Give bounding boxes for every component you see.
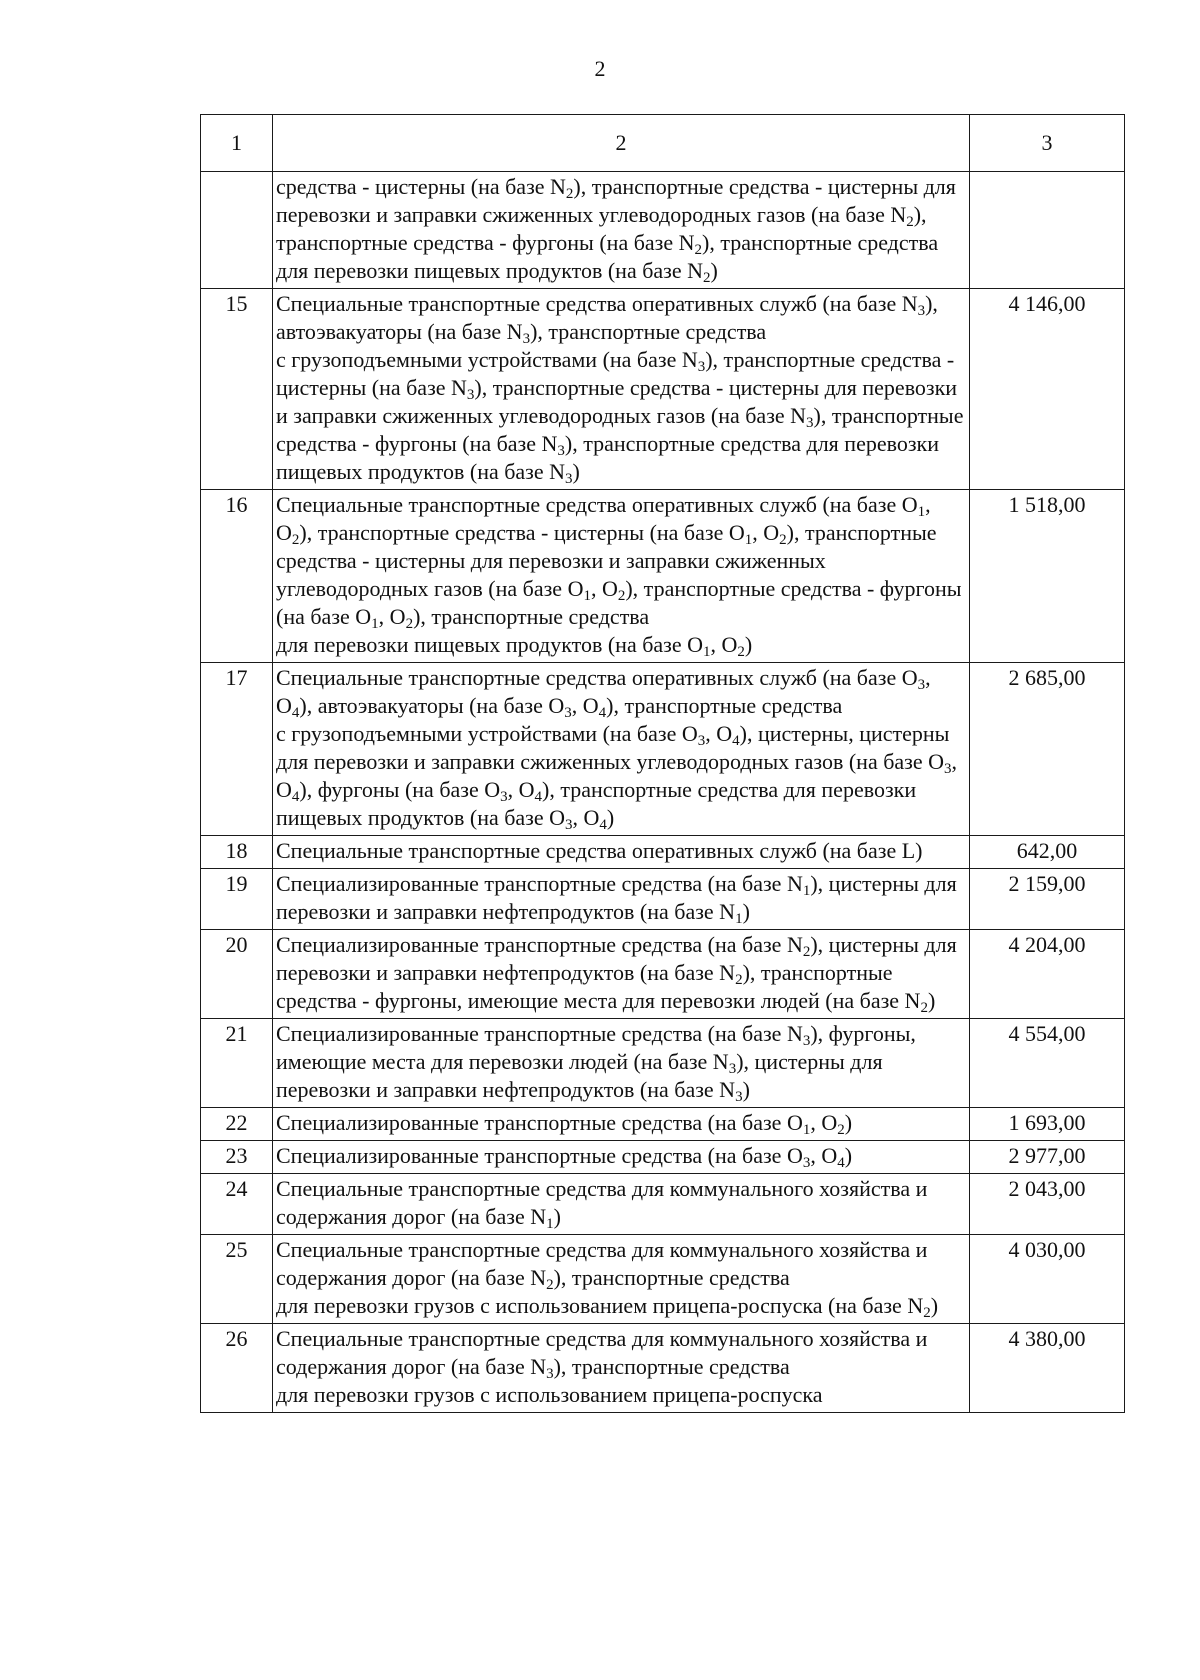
description-text: ), транспортные средства для перевозки пищевых продуктов (на базе N [276, 431, 939, 484]
row-value: 4 380,00 [970, 1324, 1125, 1413]
description-text: ), транспортные средства - цистерны для перевозки и заправки сжиженных углеводородных газов (на базе N [276, 375, 958, 428]
description-text: средства - цистерны (на базе N [276, 174, 566, 199]
subscript-index: 4 [599, 817, 607, 833]
description-text: ), цистерны для перевозки и заправки нефтепродуктов (на базе N [276, 1049, 883, 1102]
subscript-index: 4 [291, 789, 300, 805]
description-text: , O [752, 520, 780, 545]
description-text: ), транспортные средства - цистерны для перевозки и заправки сжиженных углеводородных газов (на базе N [276, 174, 956, 227]
description-text: , O [571, 693, 599, 718]
subscript-index: 4 [534, 789, 543, 805]
description-text: ), транспортные средства - фургоны (на базе N [276, 403, 964, 456]
row-number: 18 [201, 836, 273, 869]
row-number: 26 [201, 1324, 273, 1413]
description-text: ), фургоны, имеющие места для перевозки людей (на базе N [276, 1021, 916, 1074]
table-row [201, 1235, 1125, 1324]
subscript-index: 3 [917, 303, 926, 319]
subscript-index: 2 [565, 186, 574, 202]
column-header-number: 1 [201, 115, 273, 172]
row-value: 4 030,00 [970, 1235, 1125, 1324]
row-description [273, 1108, 970, 1141]
subscript-index: 1 [917, 504, 926, 520]
description-text: ) [742, 1077, 750, 1102]
description-text: ), транспортные средства для перевозки пищевых продуктов (на базе N [276, 230, 939, 283]
row-value: 1 518,00 [970, 490, 1125, 663]
subscript-index: 2 [737, 644, 745, 660]
description-text: ), транспортные средства [553, 1354, 790, 1379]
page-number: 2 [594, 56, 606, 81]
description-text: ) [844, 1110, 853, 1135]
table-row [201, 1019, 1125, 1108]
row-number: 25 [201, 1235, 273, 1324]
row-number [201, 172, 273, 289]
row-value: 2 685,00 [970, 663, 1125, 836]
description-text: , O [710, 632, 738, 657]
subscript-index: 1 [802, 1122, 811, 1138]
subscript-index: 3 [565, 817, 573, 833]
description-text: ), транспортные средства [413, 604, 650, 629]
subscript-index: 1 [744, 532, 753, 548]
description-text: для перевозки пищевых продуктов (на базе O [276, 632, 704, 657]
description-text: , O [572, 805, 600, 830]
description-text: , O [276, 665, 931, 718]
row-value [970, 172, 1125, 289]
column-header-description: 2 [273, 115, 970, 172]
description-text: ), транспортные средства - цистерны (на базе O [299, 520, 745, 545]
subscript-index: 3 [806, 415, 814, 431]
row-description [273, 663, 970, 836]
row-number: 17 [201, 663, 273, 836]
description-text: ), цистерны для перевозки и заправки нефтепродуктов (на базе N [276, 871, 957, 924]
description-text: , O [276, 749, 958, 802]
description-text: , O [810, 1110, 838, 1135]
description-text: Специализированные транспортные средства (на базе N [276, 871, 803, 896]
description-text: ) [742, 899, 750, 924]
subscript-index: 2 [920, 1000, 928, 1016]
table-row [201, 1174, 1125, 1235]
description-text: Специализированные транспортные средства (на базе O [276, 1143, 803, 1168]
row-value: 4 146,00 [970, 289, 1125, 490]
subscript-index: 4 [291, 705, 300, 721]
description-text: ), транспортные средства - фургоны (на базе N [276, 202, 927, 255]
subscript-index: 3 [522, 331, 531, 347]
description-text: , O [705, 721, 733, 746]
table-body [201, 172, 1125, 1413]
subscript-index: 1 [583, 588, 591, 604]
row-number: 16 [201, 490, 273, 663]
subscript-index: 4 [837, 1155, 845, 1171]
subscript-index: 2 [779, 532, 787, 548]
description-text: Специализированные транспортные средства (на базе N [276, 932, 803, 957]
subscript-index: 3 [917, 677, 926, 693]
subscript-index: 2 [802, 944, 811, 960]
table-header-row [201, 115, 1125, 172]
row-description [273, 1019, 970, 1108]
description-text: ), автоэвакуаторы (на базе N [276, 291, 938, 344]
table-row [201, 1141, 1125, 1174]
description-text: с грузоподъемными устройствами (на базе O [276, 721, 698, 746]
row-value: 1 693,00 [970, 1108, 1125, 1141]
subscript-index: 3 [500, 789, 508, 805]
row-number: 20 [201, 930, 273, 1019]
description-text: ), транспортные средства для перевозки пищевых продуктов (на базе O [276, 777, 917, 830]
description-text: ), цистерны, цистерны для перевозки и заправки сжиженных углеводородных газов (на базе O [276, 721, 950, 774]
subscript-index: 4 [732, 733, 740, 749]
row-description [273, 1174, 970, 1235]
subscript-index: 3 [802, 1033, 811, 1049]
description-text: , O [507, 777, 535, 802]
subscript-index: 2 [291, 532, 300, 548]
description-text: ) [927, 988, 936, 1013]
row-description [273, 1324, 970, 1413]
subscript-index: 3 [697, 359, 706, 375]
table-row [201, 930, 1125, 1019]
description-text: Специальные транспортные средства оперативных служб (на базе N [276, 291, 918, 316]
description-text: Специальные транспортные средства оперативных служб (на базе L) [276, 838, 923, 863]
table-row [201, 1108, 1125, 1141]
description-text: для перевозки грузов с использованием прицепа-роспуска [276, 1382, 823, 1407]
row-description [273, 1141, 970, 1174]
description-text: ) [553, 1204, 561, 1229]
description-text: ), транспортные средства - цистерны (на базе N [276, 347, 955, 400]
description-text: ), транспортные средства [606, 693, 843, 718]
description-text: ) [930, 1293, 939, 1318]
description-text: ), транспортные средства [553, 1265, 790, 1290]
subscript-index: 1 [703, 644, 711, 660]
description-text: Специальные транспортные средства для коммунального хозяйства и содержания дорог (на базе N [276, 1176, 928, 1229]
subscript-index: 3 [728, 1061, 737, 1077]
description-text: Специализированные транспортные средства (на базе N [276, 1021, 803, 1046]
subscript-index: 3 [944, 761, 952, 777]
row-number: 19 [201, 869, 273, 930]
subscript-index: 3 [546, 1366, 554, 1382]
row-number: 15 [201, 289, 273, 490]
row-description [273, 869, 970, 930]
description-text: ), транспортные средства - фургоны, имеющие места для перевозки людей (на базе N [276, 960, 921, 1013]
description-text: Специализированные транспортные средства (на базе O [276, 1110, 803, 1135]
row-number: 22 [201, 1108, 273, 1141]
row-description [273, 930, 970, 1019]
table-row [201, 836, 1125, 869]
row-number: 21 [201, 1019, 273, 1108]
row-value: 4 554,00 [970, 1019, 1125, 1108]
row-description [273, 490, 970, 663]
description-text: Специальные транспортные средства оперативных служб (на базе O [276, 665, 918, 690]
row-description [273, 1235, 970, 1324]
subscript-index: 3 [802, 1155, 811, 1171]
description-text: ), транспортные средства - фургоны (на базе O [276, 576, 962, 629]
description-text: Специальные транспортные средства оперативных служб (на базе O [276, 492, 918, 517]
row-number: 24 [201, 1174, 273, 1235]
subscript-index: 1 [802, 883, 811, 899]
row-description [273, 289, 970, 490]
subscript-index: 2 [837, 1122, 845, 1138]
row-value: 4 204,00 [970, 930, 1125, 1019]
description-text: для перевозки грузов с использованием прицепа-роспуска (на базе N [276, 1293, 924, 1318]
table-row [201, 869, 1125, 930]
table-row [201, 490, 1125, 663]
row-value: 2 043,00 [970, 1174, 1125, 1235]
description-text: ), цистерны для перевозки и заправки нефтепродуктов (на базе N [276, 932, 957, 985]
subscript-index: 2 [906, 214, 914, 230]
subscript-index: 2 [735, 972, 743, 988]
row-value: 2 159,00 [970, 869, 1125, 930]
description-text: ), автоэвакуаторы (на базе O [299, 693, 565, 718]
tariff-table [200, 114, 1125, 1413]
description-text: , O [276, 492, 931, 545]
description-text: , O [590, 576, 618, 601]
table-row [201, 289, 1125, 490]
subscript-index: 2 [405, 616, 414, 632]
description-text: ), транспортные средства [530, 319, 767, 344]
description-text: ) [572, 459, 580, 484]
table-row [201, 172, 1125, 289]
column-header-value: 3 [970, 115, 1125, 172]
subscript-index: 2 [546, 1277, 554, 1293]
subscript-index: 2 [703, 270, 711, 286]
table-row [201, 663, 1125, 836]
subscript-index: 1 [735, 911, 743, 927]
subscript-index: 2 [923, 1305, 931, 1321]
description-text: , O [810, 1143, 838, 1168]
subscript-index: 2 [694, 242, 703, 258]
table-row [201, 1324, 1125, 1413]
description-text: с грузоподъемными устройствами (на базе N [276, 347, 698, 372]
subscript-index: 3 [557, 443, 565, 459]
description-text: ) [744, 632, 753, 657]
description-text: ) [844, 1143, 853, 1168]
row-description [273, 836, 970, 869]
row-value: 642,00 [970, 836, 1125, 869]
subscript-index: 4 [598, 705, 607, 721]
description-text: Специальные транспортные средства для коммунального хозяйства и содержания дорог (на базе N [276, 1326, 928, 1379]
description-text: , O [378, 604, 406, 629]
row-number: 23 [201, 1141, 273, 1174]
row-description [273, 172, 970, 289]
row-value: 2 977,00 [970, 1141, 1125, 1174]
subscript-index: 3 [565, 471, 573, 487]
description-text: ), транспортные средства - цистерны для перевозки и заправки сжиженных углеводородных газов (на базе O [276, 520, 937, 601]
subscript-index: 3 [735, 1089, 743, 1105]
subscript-index: 2 [617, 588, 626, 604]
subscript-index: 3 [564, 705, 572, 721]
description-text: ) [710, 258, 718, 283]
description-text: Специальные транспортные средства для коммунального хозяйства и содержания дорог (на базе N [276, 1237, 928, 1290]
description-text: ) [606, 805, 615, 830]
subscript-index: 3 [466, 387, 475, 403]
subscript-index: 3 [697, 733, 706, 749]
description-text: ), фургоны (на базе O [299, 777, 501, 802]
subscript-index: 1 [371, 616, 379, 632]
subscript-index: 1 [546, 1216, 554, 1232]
